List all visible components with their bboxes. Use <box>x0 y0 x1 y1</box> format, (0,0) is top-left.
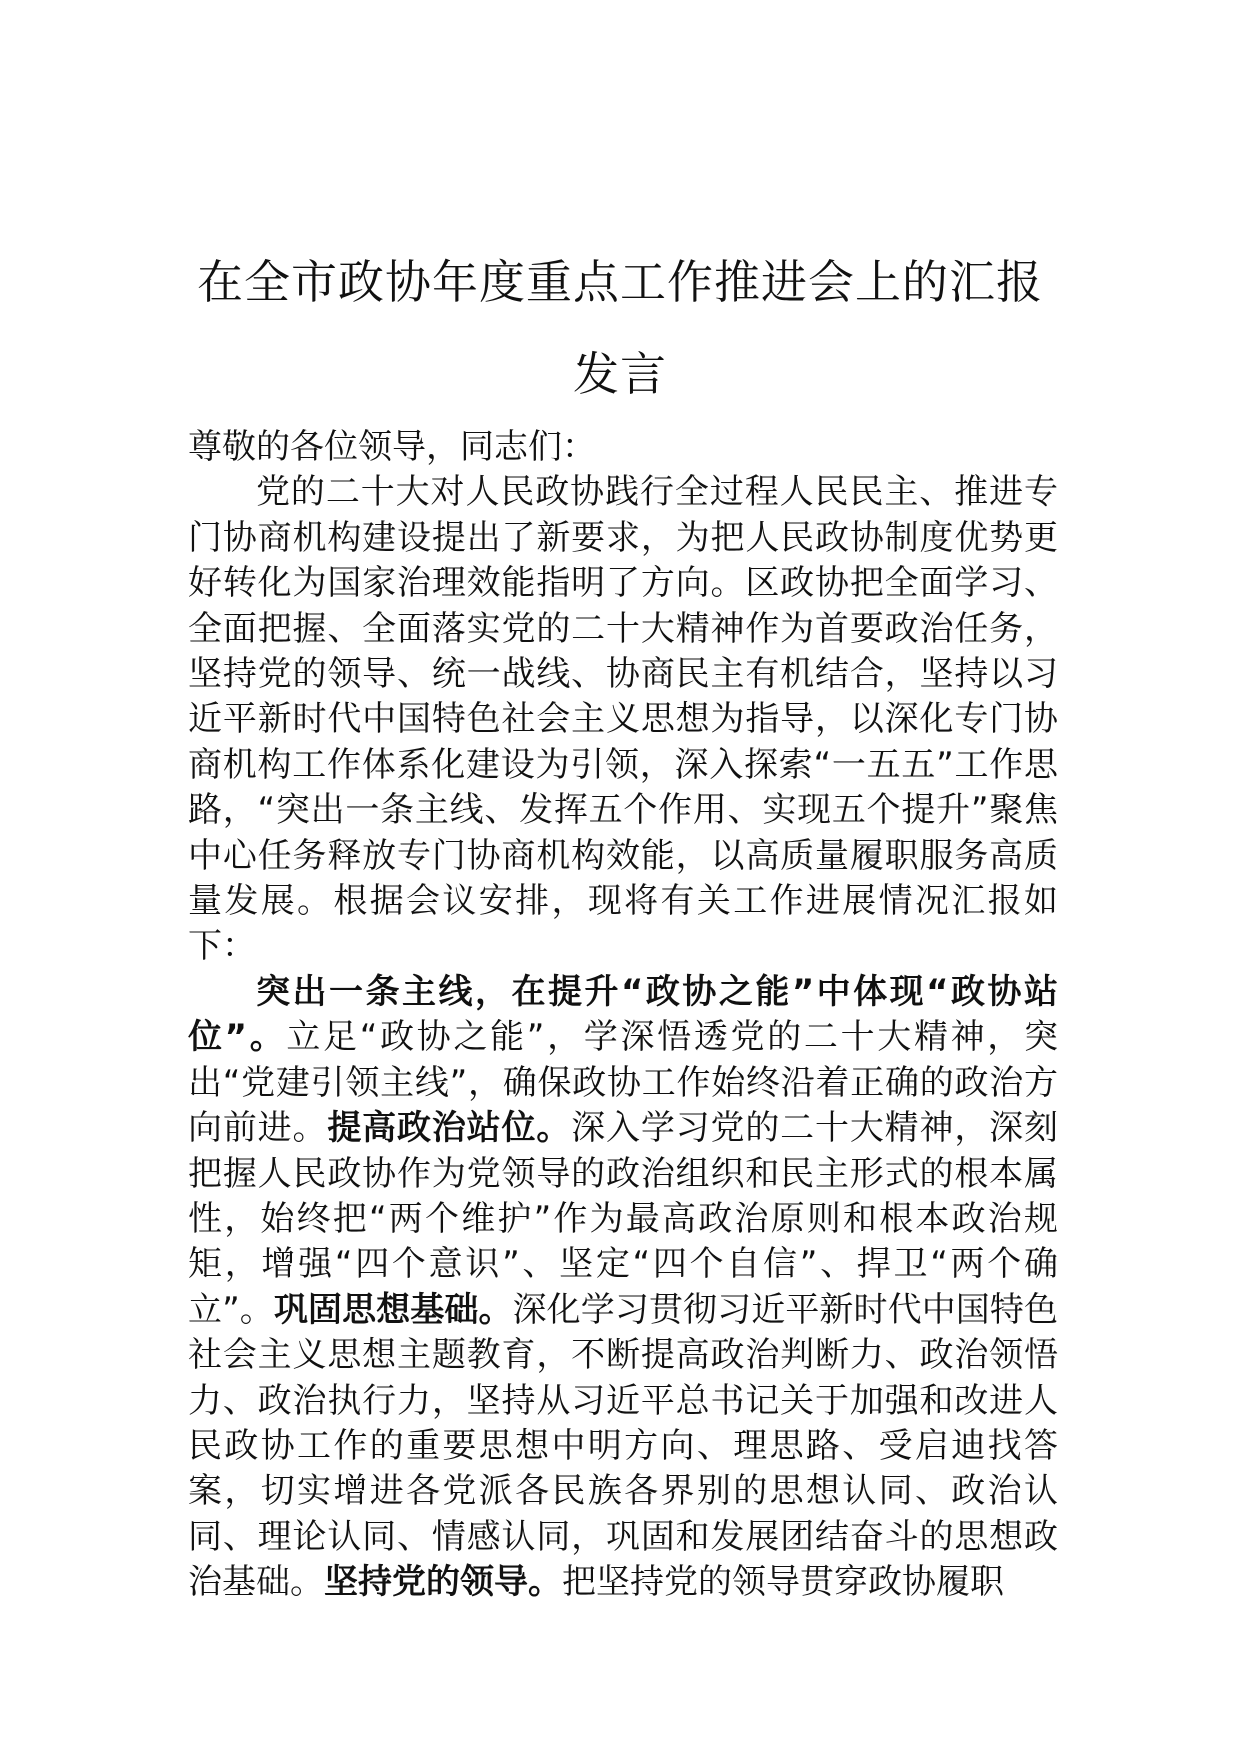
section-text-3: 深化学习贯彻习近平新时代中国特色社会主义思想主题教育，不断提高政治判断力、政治领悟力、政治执行力，坚持从习近平总书记关于加强和改进人民政协工作的重要思想中明方向、理思路、受启迪找答案，切实增进各党派各民族各界别的思想认同、政治认同、理论认同、情感认同，巩固和发展团结奋斗的思想政治基础。 <box>188 1289 1059 1603</box>
section-text-2: 深入学习党的二十大精神，深刻把握人民政协作为党领导的政治组织和民主形式的根本属性，始终把“两个维护”作为最高政治原则和根本政治规矩，增强“四个意识”、坚定“四个自信”、捍卫“两个确立”。 <box>188 1108 1059 1330</box>
section-heading: 突出一条主线，在提升“政协之能”中体现“政协站位”。 <box>188 971 1058 1058</box>
section-text-4: 把坚持党的领导贯穿政协履职 <box>562 1562 1004 1603</box>
document-title <box>150 236 1090 420</box>
document-body <box>188 425 1058 1606</box>
title-line-1: 在全市政协年度重点工作推进会上的汇报 <box>197 254 1043 309</box>
subheading-party-leadership: 坚持党的领导。 <box>324 1562 562 1603</box>
paragraph-intro: 党的二十大对人民政协践行全过程人民民主、推进专门协商机构建设提出了新要求，为把人民政协制度优势更好转化为国家治理效能指明了方向。区政协把全面学习、全面把握、全面落实党的二十大精神作为首要政治任务，坚持党的领导、统一战线、协商民主有机结合，坚持以习近平新时代中国特色社会主义思想为指导，以深化专门协商机构工作体系化建设为引领，深入探索“一五五”工作思路，“突出一条主线、发挥五个作用、实现五个提升”聚焦中心任务释放专门协商机构效能，以高质量履职服务高质量发展。根据会议安排，现将有关工作进展情况汇报如下： <box>188 472 1058 967</box>
section-text-1: 立足“政协之能”，学深悟透党的二十大精神，突出“党建引领主线”，确保政协工作始终沿着正确的政治方向前进。 <box>188 1017 1058 1149</box>
paragraph-main-line <box>188 970 1058 1606</box>
subheading-political-stance: 提高政治站位。 <box>327 1108 572 1149</box>
greeting: 尊敬的各位领导，同志们： <box>188 427 596 467</box>
title-line-2: 发言 <box>573 346 667 401</box>
subheading-ideological-foundation: 巩固思想基础。 <box>273 1289 513 1330</box>
